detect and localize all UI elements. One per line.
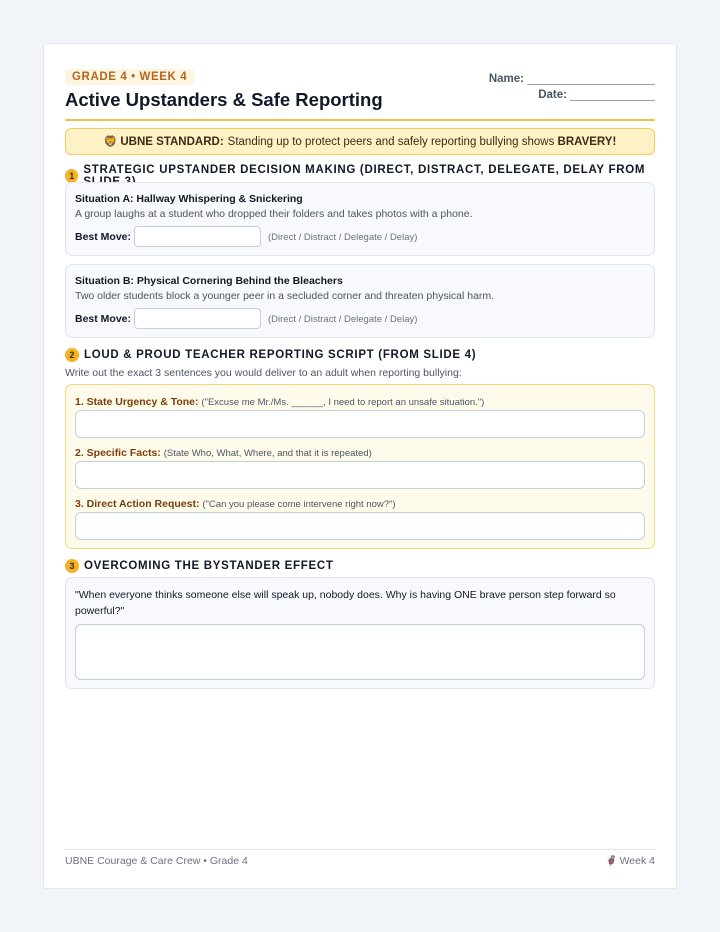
best-move-hint: (Direct / Distract / Delegate / Delay) <box>268 314 418 325</box>
bystander-answer-input[interactable] <box>75 624 645 680</box>
date-line[interactable] <box>570 90 655 101</box>
footer-left-text: UBNE Courage & Care Crew • Grade 4 <box>65 855 248 867</box>
script-item-label: 1. State Urgency & Tone: ("Excuse me Mr./Ms. ______, I need to report an unsafe situation.") <box>75 396 485 408</box>
section-heading-text: LOUD & PROUD TEACHER REPORTING SCRIPT (FROM SLIDE 4) <box>84 349 477 361</box>
name-label: Name: <box>488 73 524 85</box>
grade-badge: GRADE 4 • WEEK 4 <box>65 69 194 85</box>
situation-card <box>65 264 655 338</box>
script-item-label: 2. Specific Facts: (State Who, What, Where, and that it is repeated) <box>75 447 372 459</box>
reporting-script-card <box>65 384 655 549</box>
best-move-label: Best Move: <box>75 231 132 243</box>
standard-banner <box>65 128 655 155</box>
script-answer-input[interactable] <box>75 512 645 540</box>
footer-right <box>605 855 655 867</box>
lion-icon: 🦁 <box>103 136 118 148</box>
situation-card <box>65 182 655 256</box>
section-intro: Write out the exact 3 sentences you would deliver to an adult when reporting bullying: <box>65 367 462 379</box>
name-field[interactable] <box>489 73 655 85</box>
footer-week-text: Week 4 <box>619 855 655 867</box>
situation-title: Situation A: Hallway Whispering & Snickering <box>75 193 303 205</box>
standard-highlight: BRAVERY <box>557 135 613 148</box>
section-heading-text: OVERCOMING THE BYSTANDER EFFECT <box>84 560 334 572</box>
best-move-hint: (Direct / Distract / Delegate / Delay) <box>268 232 418 243</box>
worksheet-page <box>43 43 677 889</box>
section-number-badge: 2 <box>65 348 79 362</box>
section-heading-text: STRATEGIC UPSTANDER DECISION MAKING (DIRECT, DISTRACT, DELEGATE, DELAY FROM <box>83 164 646 176</box>
best-move-input[interactable] <box>134 226 261 247</box>
situation-title: Situation B: Physical Cornering Behind the Bleachers <box>75 275 343 287</box>
situation-description: A group laughs at a student who dropped their folders and takes photos with a phone. <box>75 208 473 220</box>
bystander-question: "When everyone thinks someone else will speak up, nobody does. Why is having ONE brave person step forward so powerful?" <box>75 589 616 617</box>
header-divider <box>65 119 655 121</box>
page-title: Active Upstanders & Safe Reporting <box>65 89 383 110</box>
footer-divider <box>65 849 655 850</box>
bystander-card <box>65 577 655 689</box>
best-move-input[interactable] <box>134 308 261 329</box>
standard-text: Standing up to protect peers and safely reporting bullying shows <box>227 135 555 148</box>
script-answer-input[interactable] <box>75 410 645 438</box>
standard-label: UBNE STANDARD: <box>120 135 224 148</box>
section-3-heading <box>65 559 334 573</box>
superhero-icon: 🦸 <box>605 855 618 867</box>
script-answer-input[interactable] <box>75 461 645 489</box>
section-number-badge: 1 <box>65 169 78 183</box>
date-label: Date: <box>538 89 567 101</box>
standard-end: ! <box>612 135 617 148</box>
name-line[interactable] <box>527 74 655 85</box>
script-item-label: 3. Direct Action Request: ("Can you please come intervene right now?") <box>75 498 396 510</box>
section-number-badge: 3 <box>65 559 79 573</box>
section-2-heading <box>65 348 476 362</box>
best-move-label: Best Move: <box>75 313 132 325</box>
date-field[interactable] <box>538 89 655 101</box>
situation-description: Two older students block a younger peer in a secluded corner and threaten physical harm. <box>75 290 495 302</box>
